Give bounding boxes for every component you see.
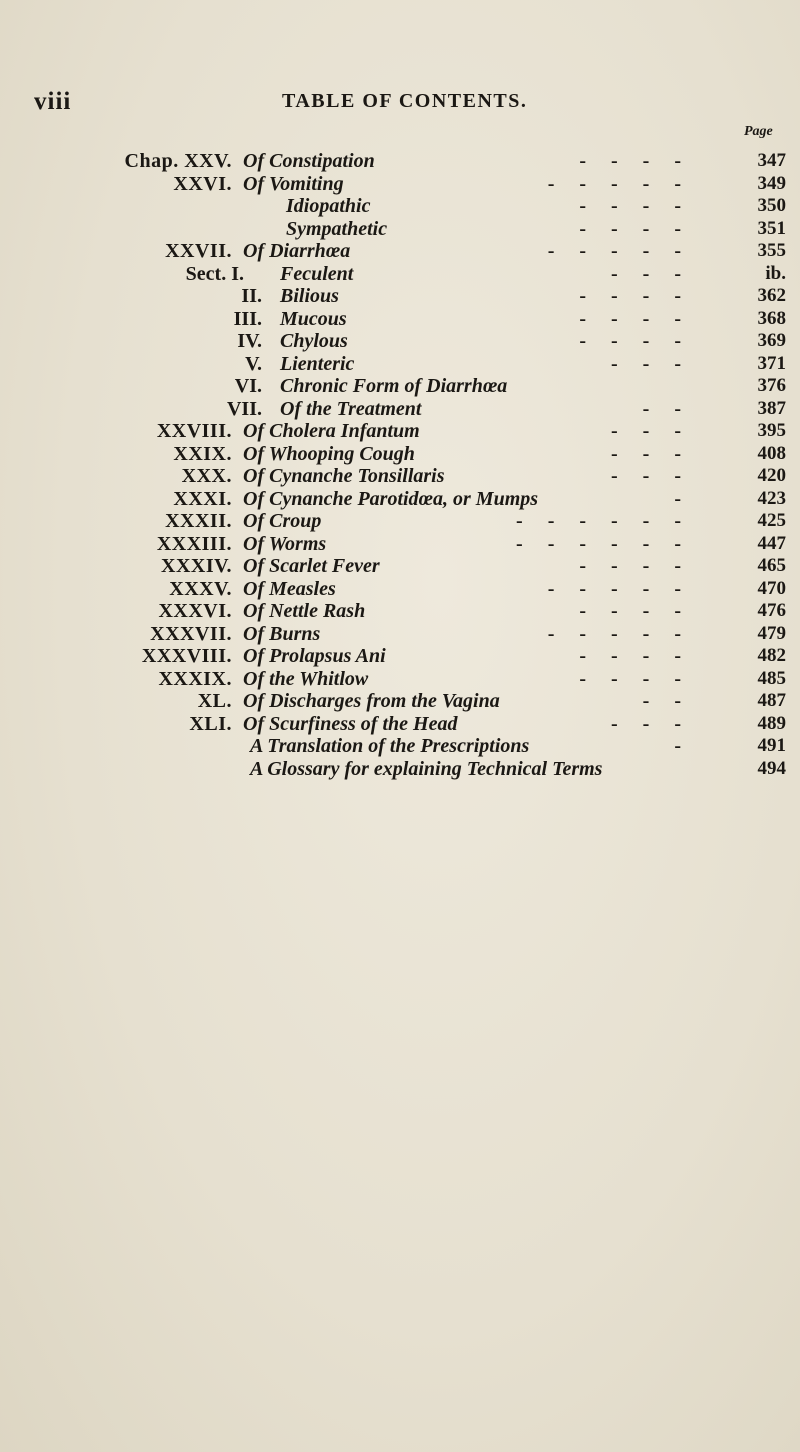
chapter-number: XL. — [197, 690, 232, 712]
page-reference: 494 — [757, 757, 786, 779]
toc-entry[interactable] — [0, 195, 800, 218]
page-reference: 425 — [757, 510, 786, 531]
toc-entry[interactable] — [0, 353, 800, 376]
toc-entry[interactable] — [0, 645, 800, 668]
leader-dashes: - - - — [611, 712, 682, 735]
toc-entry[interactable] — [0, 600, 800, 623]
toc-entry[interactable] — [0, 690, 800, 713]
leader-dashes: - - - - - - — [516, 532, 682, 555]
entry-title: Of Constipation — [243, 150, 375, 172]
entry-title: Of Scarlet Fever — [243, 555, 380, 577]
leader-dashes: - - - - — [579, 150, 682, 172]
chapter-number: XXXIII. — [156, 532, 232, 555]
toc-entry[interactable] — [0, 150, 800, 173]
section-number: V. — [245, 352, 262, 375]
chapter-number: XXXIV. — [161, 555, 232, 577]
page-reference: ib. — [765, 262, 786, 284]
leader-dashes: - - - - - — [547, 622, 682, 645]
section-number: II. — [241, 285, 262, 307]
entry-title: Of the Whitlow — [243, 667, 369, 690]
leader-dashes: - - - — [611, 442, 682, 465]
toc-entry[interactable] — [0, 398, 800, 421]
page-reference: 420 — [757, 465, 786, 486]
leader-dashes: - - - - — [579, 330, 682, 352]
toc-entry[interactable] — [0, 308, 800, 331]
chapter-number: XXXV. — [169, 577, 232, 600]
leader-dashes: - - - - — [579, 667, 682, 690]
chapter-number: XXIX. — [173, 442, 232, 465]
toc-entry[interactable] — [0, 713, 800, 736]
entry-title: Chronic Form of Diarrhœa — [280, 375, 508, 397]
page-reference: 355 — [757, 240, 786, 261]
section-number: Sect. I. — [185, 262, 244, 285]
chapter-number: XXXIX. — [158, 667, 232, 690]
chapter-number: XXX. — [181, 465, 232, 487]
entry-title: Of Cynanche Tonsillaris — [243, 465, 445, 487]
page-reference: 476 — [757, 600, 786, 621]
entry-title: Sympathetic — [286, 217, 388, 240]
toc-entry[interactable] — [0, 420, 800, 443]
entry-title: Idiopathic — [286, 195, 371, 217]
page-reference: 369 — [757, 330, 786, 351]
leader-dashes: - - - - - - — [516, 510, 682, 532]
toc-entry[interactable] — [0, 578, 800, 601]
toc-entry[interactable] — [0, 758, 800, 781]
page-reference: 491 — [757, 735, 786, 756]
leader-dashes: - - - - - — [547, 172, 682, 195]
leader-dashes: - - - - — [579, 195, 682, 217]
toc-entry[interactable] — [0, 375, 800, 398]
entry-title: Of Cynanche Parotidœa, or Mumps — [243, 487, 539, 510]
running-head: TABLE OF CONTENTS. — [282, 90, 528, 112]
toc-entry[interactable] — [0, 555, 800, 578]
entry-title: Bilious — [280, 285, 339, 307]
entry-title: Of Measles — [243, 577, 336, 600]
page-reference: 482 — [757, 645, 786, 666]
toc-entry[interactable] — [0, 330, 800, 353]
toc-entry[interactable] — [0, 623, 800, 646]
entry-title: Of Burns — [243, 622, 321, 645]
page-reference: 349 — [757, 172, 786, 194]
toc-entry[interactable] — [0, 510, 800, 533]
leader-dashes: - — [674, 487, 682, 510]
page-reference: 350 — [757, 195, 786, 216]
chapter-number: XXVI. — [173, 172, 232, 195]
page-reference: 362 — [757, 285, 786, 306]
page-reference: 485 — [757, 667, 786, 689]
entry-title: Mucous — [280, 307, 347, 330]
entry-title: Of Nettle Rash — [243, 600, 366, 622]
entry-title: Lienteric — [280, 352, 355, 375]
leader-dashes: - - - - — [579, 285, 682, 307]
page-reference: 465 — [757, 555, 786, 576]
section-number: VI. — [234, 375, 262, 397]
chapter-number: XXVII. — [165, 240, 232, 262]
leader-dashes: - - - - — [579, 555, 682, 577]
entry-title: Of the Treatment — [280, 397, 422, 420]
leader-dashes: - - - - - — [547, 577, 682, 600]
entry-title: Of Whooping Cough — [243, 442, 415, 465]
chapter-number: Chap. XXV. — [124, 150, 232, 172]
chapter-number: XXXI. — [173, 487, 232, 510]
section-number: III. — [233, 307, 262, 330]
page-reference: 387 — [757, 397, 786, 419]
leader-dashes: - - - - — [579, 600, 682, 622]
entry-title: Of Scurfiness of the Head — [243, 712, 458, 735]
entry-title: Of Worms — [243, 532, 327, 555]
page-reference: 487 — [757, 690, 786, 711]
chapter-number: XXXVII. — [150, 622, 232, 645]
chapter-number: XXXVIII. — [141, 645, 232, 667]
entry-title: Of Cholera Infantum — [243, 420, 420, 442]
table-of-contents — [0, 150, 800, 780]
entry-title: Of Prolapsus Ani — [243, 645, 386, 667]
page-reference: 470 — [757, 577, 786, 599]
entry-title: Of Vomiting — [243, 172, 344, 195]
leader-dashes: - - - - — [579, 307, 682, 330]
chapter-number: XXXII. — [165, 510, 232, 532]
toc-entry[interactable] — [0, 240, 800, 263]
page-reference: 447 — [757, 532, 786, 554]
leader-dashes: - - - — [611, 465, 682, 487]
toc-entry[interactable] — [0, 735, 800, 758]
entry-title: Of Diarrhœa — [243, 240, 351, 262]
page-reference: 371 — [757, 352, 786, 374]
page-reference: 489 — [757, 712, 786, 734]
toc-entry[interactable] — [0, 488, 800, 511]
page-header — [0, 84, 800, 139]
page-reference: 423 — [757, 487, 786, 509]
entry-title: Chylous — [280, 330, 348, 352]
toc-entry[interactable] — [0, 263, 800, 286]
leader-dashes: - - - - - — [547, 240, 682, 262]
toc-entry[interactable] — [0, 443, 800, 466]
section-number: IV. — [237, 330, 262, 352]
page-reference: 376 — [757, 375, 786, 396]
page-reference: 395 — [757, 420, 786, 441]
leader-dashes: - - - — [611, 262, 682, 285]
page-reference: 347 — [757, 150, 786, 171]
toc-entry[interactable] — [0, 668, 800, 691]
section-number: VII. — [226, 397, 262, 420]
page-number: viii — [34, 88, 72, 115]
leader-dashes: - - - — [611, 420, 682, 442]
toc-entry[interactable] — [0, 465, 800, 488]
leader-dashes: - - — [642, 690, 682, 712]
leader-dashes: - - — [642, 397, 682, 420]
leader-dashes: - — [674, 735, 682, 757]
entry-title: Feculent — [280, 262, 354, 285]
page-reference: 368 — [757, 307, 786, 329]
entry-title: Of Discharges from the Vagina — [243, 690, 500, 712]
leader-dashes: - - - - — [579, 217, 682, 240]
page-column-label: Page — [744, 124, 773, 139]
chapter-number: XXXVI. — [158, 600, 232, 622]
page-reference: 479 — [757, 622, 786, 644]
page-reference: 351 — [757, 217, 786, 239]
chapter-number: XLI. — [189, 712, 232, 735]
toc-entry[interactable] — [0, 218, 800, 241]
toc-entry[interactable] — [0, 173, 800, 196]
entry-title: Of Croup — [243, 510, 322, 532]
leader-dashes: - - - — [611, 352, 682, 375]
entry-title: A Glossary for explaining Technical Terms — [250, 757, 603, 780]
leader-dashes: - - - - — [579, 645, 682, 667]
chapter-number: XXVIII. — [156, 420, 232, 442]
entry-title: A Translation of the Prescriptions — [250, 735, 530, 757]
toc-entry[interactable] — [0, 533, 800, 556]
page-reference: 408 — [757, 442, 786, 464]
toc-entry[interactable] — [0, 285, 800, 308]
